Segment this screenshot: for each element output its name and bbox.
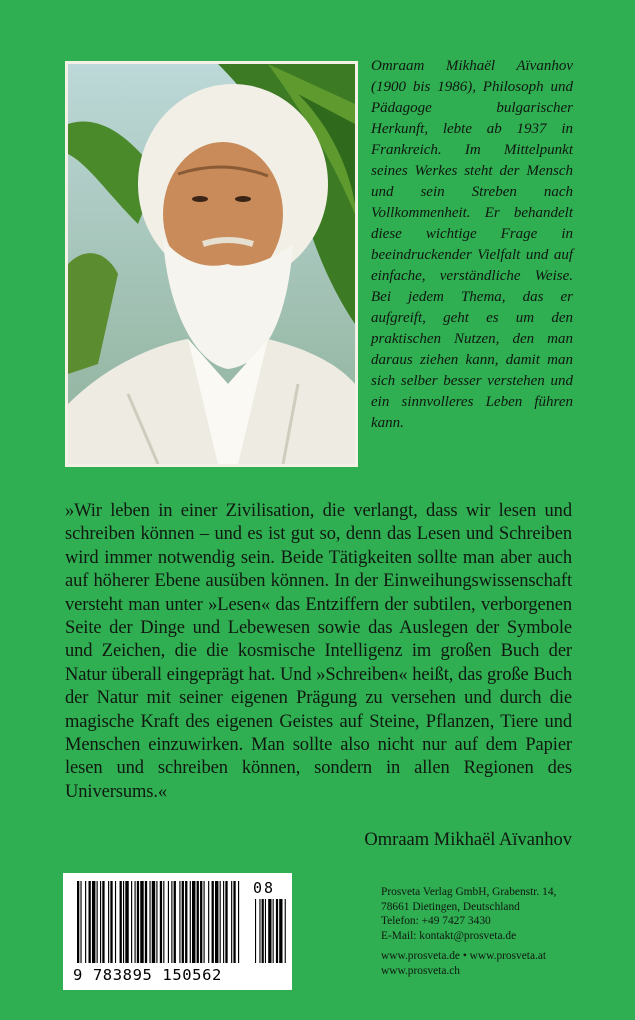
barcode-bar xyxy=(97,881,98,963)
publisher-address-line1: Prosveta Verlag GmbH, Grabenstr. 14, xyxy=(381,886,557,898)
barcode-addon-bar xyxy=(259,899,260,963)
barcode-bar xyxy=(192,881,195,963)
barcode-bar xyxy=(110,881,112,963)
barcode-bar xyxy=(152,881,155,963)
barcode-bar xyxy=(92,881,95,963)
barcode-bar xyxy=(190,881,191,963)
barcode-bar xyxy=(208,881,209,963)
barcode-bar xyxy=(137,881,139,963)
barcode-bar xyxy=(168,881,169,963)
barcode-bar xyxy=(120,881,122,963)
barcode-addon-bar xyxy=(273,899,274,963)
barcode-bar xyxy=(204,881,205,963)
barcode-bar xyxy=(100,881,101,963)
publisher-web-2: www.prosveta.ch xyxy=(381,964,460,977)
barcode-addon-digits: 08 xyxy=(253,879,276,897)
barcode-addon-bar xyxy=(285,899,286,963)
barcode-bar xyxy=(123,881,124,963)
barcode-digits: 9 783895 150562 xyxy=(73,966,222,984)
barcode-bar xyxy=(233,881,235,963)
author-photo xyxy=(65,61,358,467)
publisher-web-1: www.prosveta.de • www.prosveta.at xyxy=(381,950,547,963)
barcode-bar xyxy=(212,881,214,963)
barcode-bar xyxy=(171,881,172,963)
publisher-email: E-Mail: kontakt@prosveta.de xyxy=(381,929,517,942)
barcode-bar xyxy=(131,881,132,963)
barcode-bar xyxy=(225,881,227,963)
barcode-bar xyxy=(145,881,147,963)
barcode-bar xyxy=(115,881,116,963)
barcode-addon-bar xyxy=(262,899,264,963)
barcode-bar xyxy=(238,881,239,963)
barcode-bar xyxy=(185,881,187,963)
quote-author: Omraam Mikhaël Aïvanhov xyxy=(364,830,572,850)
barcode-bar xyxy=(220,881,221,963)
barcode-bar xyxy=(174,881,176,963)
publisher-address-line2: 78661 Dietingen, Deutschland xyxy=(381,900,520,913)
barcode-bar xyxy=(102,881,104,963)
barcode-bar xyxy=(108,881,109,963)
publisher-phone: Telefon: +49 7427 3430 xyxy=(381,915,491,928)
barcode-bar xyxy=(89,881,91,963)
barcode-bar xyxy=(182,881,184,963)
barcode-addon-bar xyxy=(265,899,266,963)
barcode-bar xyxy=(77,881,79,963)
barcode-addon-bar xyxy=(276,899,278,963)
barcode-bar xyxy=(160,881,162,963)
author-portrait-image xyxy=(68,64,355,464)
quote-text: »Wir leben in einer Zivilisation, die verlangt, dass wir lesen und schreiben können – und es ist gut so, denn das Lesen und Schreiben wird immer notwendig sein. Beide Tätigkeiten sollte man aber auch auf höherer Ebene ausüben können. In der Einweihungswissenschaft versteht man unter »Lesen« das Entziffern der subtilen, verborgenen Seite der Dinge und Lebewesen sowie das Auslegen der Symbole und Zeichen, die die kosmische Intelligenz im großen Buch der Natur überall eingeprägt hat. Und »Schreiben« heißt, das große Buch der Natur mit seiner eigenen Prägung zu versehen und durch die magische Kraft des eigenen Geistes auf Steine, Pflanzen, Tiere und Menschen einzuwirken. Man sollte also nicht nur auf dem Papier lesen und schreiben können, sondern in allen Regionen des Universums.« xyxy=(65,501,572,802)
barcode-bar xyxy=(179,881,180,963)
barcode-bar xyxy=(223,881,224,963)
isbn-barcode xyxy=(63,873,292,990)
barcode-bar xyxy=(156,881,157,963)
barcode-bar xyxy=(215,881,218,963)
barcode-bar xyxy=(125,881,128,963)
barcode-bar xyxy=(140,881,143,963)
barcode-addon-bar xyxy=(268,899,271,963)
barcode-bar xyxy=(231,881,232,963)
author-biography: Omraam Mikhaël Aïvanhov (1900 bis 1986), Philosoph und Pädagoge bulgarischer Herkunft, lebte ab 1937 in Frankreich. Im Mittelpunkt seines Werkes steht der Mensch und sein Streben nach Vollkommenheit. Er behandelt diese wichtige Frage in beeindruckender Vielfalt und auf einfache, verständliche Weise. Bei jedem Thema, das er aufgreift, geht es um den praktischen Nutzen, den man daraus ziehen kann, damit man sich selber besser verstehen und ein sinnvolleres Leben führen kann. xyxy=(371,58,573,431)
barcode-bar xyxy=(197,881,199,963)
barcode-bar xyxy=(149,881,150,963)
barcode-addon-bar xyxy=(279,899,282,963)
barcode-addon-bar xyxy=(255,899,256,963)
barcode-bar xyxy=(200,881,202,963)
barcode-bar xyxy=(135,881,136,963)
publisher-info xyxy=(381,885,581,979)
barcode-bar xyxy=(85,881,86,963)
barcode-bar xyxy=(163,881,164,963)
barcode-bar xyxy=(80,881,81,963)
